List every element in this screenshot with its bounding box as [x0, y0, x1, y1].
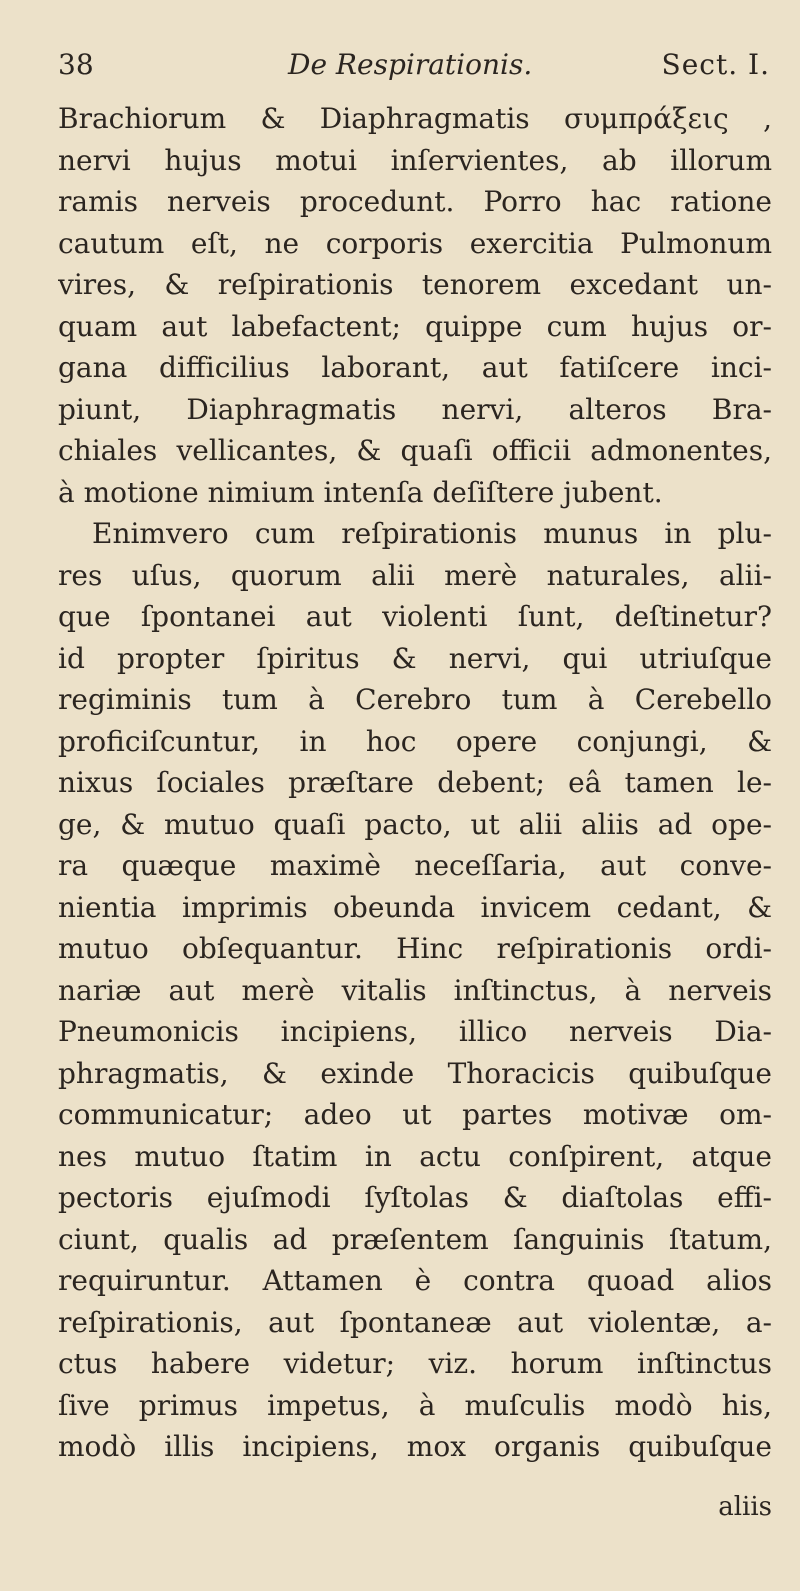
- text-line: requiruntur. Attamen è contra quoad alios: [58, 1264, 772, 1297]
- text-line: Pneumonicis incipiens, illico nerveis Dia-: [58, 1015, 772, 1048]
- text-line: nervi hujus motui inſervientes, ab illorum: [58, 143, 772, 177]
- text-line: ra quæque maximè neceſſaria, aut conve-: [58, 849, 772, 882]
- page-number: 38: [58, 48, 94, 81]
- text-line: res uſus, quorum alii merè naturales, alii-: [58, 558, 772, 592]
- text-line: à motione nimium intenſa deſiſtere jubent.: [58, 475, 663, 509]
- text-line: que ſpontanei aut violenti ſunt, deſtinetur?: [58, 600, 772, 633]
- text-line: Brachiorum & Diaphragmatis συμπράξεις ,: [58, 102, 772, 135]
- text-line: phragmatis, & exinde Thoracicis quibuſque: [58, 1056, 772, 1090]
- running-title: De Respirationis.: [288, 48, 533, 81]
- text-line: proficiſcuntur, in hoc opere conjungi, &: [58, 724, 772, 758]
- text-line: ciunt, qualis ad præſentem ſanguinis ſtatum,: [58, 1222, 772, 1256]
- text-line: piunt, Diaphragmatis nervi, alteros Bra-: [58, 392, 772, 426]
- body-text: [58, 98, 772, 1468]
- text-line: Enimvero cum reſpirationis munus in plu-: [92, 517, 772, 550]
- catchword: aliis: [718, 1492, 772, 1522]
- text-line: nixus ſociales præſtare debent; eâ tamen le-: [58, 766, 772, 799]
- text-line: id propter ſpiritus & nervi, qui utriuſque: [58, 641, 772, 675]
- text-line: reſpirationis, aut ſpontaneæ aut violentæ, a-: [58, 1305, 772, 1339]
- text-line: ſive primus impetus, à muſculis modò his,: [58, 1388, 772, 1422]
- text-line: nariæ aut merè vitalis inſtinctus, à nerveis: [58, 973, 772, 1007]
- text-line: cautum eſt, ne corporis exercitia Pulmonum: [58, 226, 772, 260]
- text-line: ctus habere videtur; viz. horum inſtinctus: [58, 1347, 772, 1380]
- text-line: vires, & reſpirationis tenorem excedant un-: [58, 268, 772, 301]
- text-line: ramis nerveis procedunt. Porro hac ratione: [58, 185, 772, 218]
- text-line: gana difficilius laborant, aut fatiſcere inci-: [58, 351, 772, 384]
- text-line: communicatur; adeo ut partes motivæ om-: [58, 1098, 772, 1131]
- text-line: regiminis tum à Cerebro tum à Cerebello: [58, 683, 772, 716]
- text-line: ge, & mutuo quaſi pacto, ut alii aliis ad ope-: [58, 807, 772, 841]
- text-line: nes mutuo ſtatim in actu conſpirent, atque: [58, 1139, 772, 1173]
- text-line: chiales vellicantes, & quaſi officii admonentes,: [58, 434, 772, 467]
- section-label: Sect. I.: [661, 48, 770, 81]
- text-line: pectoris ejuſmodi ſyſtolas & diaſtolas effi-: [58, 1181, 772, 1214]
- page-header: [58, 44, 770, 84]
- text-line: modò illis incipiens, mox organis quibuſque: [58, 1430, 772, 1463]
- text-line: mutuo obſequantur. Hinc reſpirationis ordi-: [58, 932, 772, 965]
- text-line: nientia imprimis obeunda invicem cedant, &: [58, 890, 772, 924]
- text-line: quam aut labefactent; quippe cum hujus or-: [58, 309, 772, 343]
